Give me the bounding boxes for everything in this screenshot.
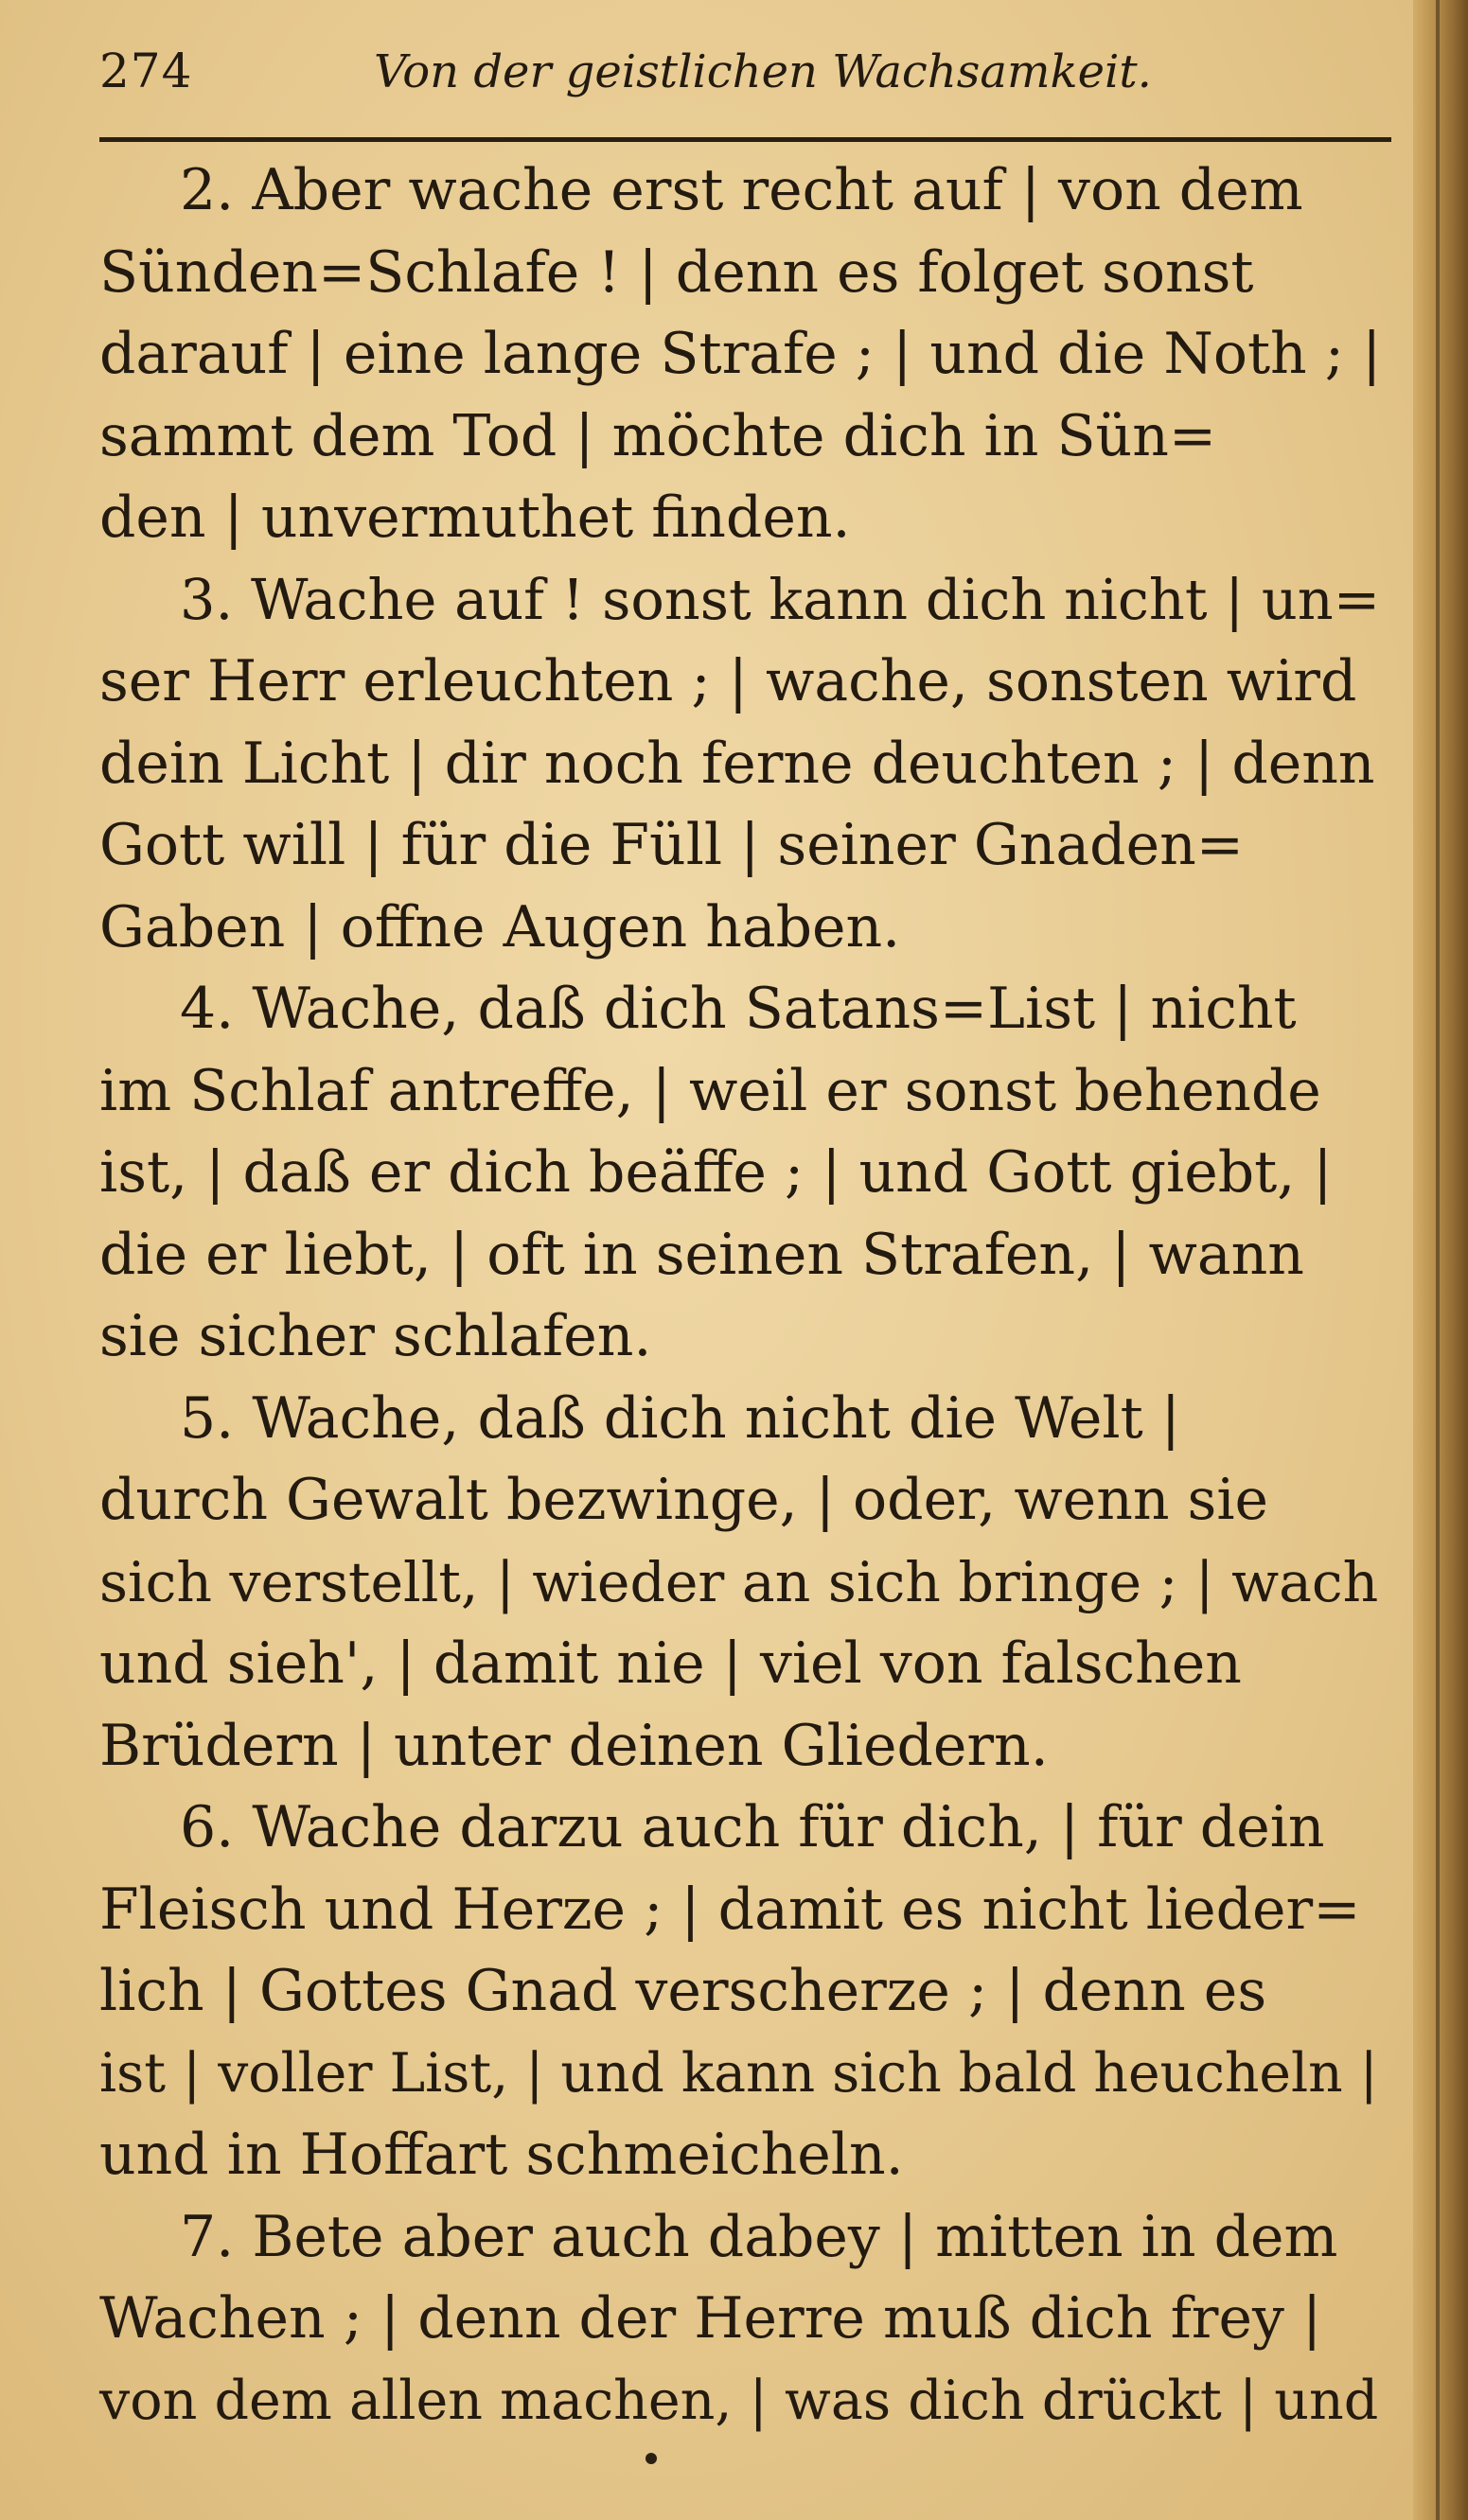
verse-line-text: die er liebt, | oft in seinen Strafen, | wann: [99, 1221, 1304, 1288]
verse-line-text: Fleisch und Herze ; | damit es nicht lieder=: [99, 1876, 1361, 1943]
signature-dot: [646, 2453, 657, 2464]
verse-line-text: dein Licht | dir noch ferne deuchten ; | denn: [99, 730, 1375, 797]
verse-line: [99, 887, 1391, 969]
verse-first-line: [99, 150, 1391, 232]
verse-line: [99, 477, 1391, 559]
verse-line-text: und in Hoffart schmeicheln.: [99, 2122, 904, 2188]
verse-line-text: ist | voller List, | und kann sich bald heucheln |: [99, 2041, 1378, 2105]
verse-line: [99, 1869, 1391, 1951]
verse-number: 4.: [180, 976, 253, 1042]
verse-line-text: Wache darzu auch für dich, | für dein: [252, 1794, 1325, 1860]
verse-line-text: durch Gewalt bezwinge, | oder, wenn sie: [99, 1467, 1269, 1533]
verse-line-text: Bete aber auch dabey | mitten in dem: [252, 2203, 1338, 2270]
verse-line: [99, 723, 1391, 805]
verse-first-line: [99, 1787, 1391, 1869]
verse-line-text: im Schlaf antreffe, | weil er sonst behende: [99, 1057, 1321, 1124]
verse-line: [99, 641, 1391, 723]
verse-line-text: Brüdern | unter deinen Gliedern.: [99, 1712, 1049, 1779]
verse-line: [99, 2360, 1391, 2442]
header-rule: [99, 137, 1391, 142]
verse-line: [99, 1623, 1391, 1705]
page-number: 274: [99, 44, 193, 98]
verse-line-text: darauf | eine lange Strafe ; | und die Noth ; |: [99, 321, 1382, 387]
verse-line-text: und sieh', | damit nie | viel von falschen: [99, 1630, 1242, 1697]
verse-line: [99, 2033, 1391, 2115]
verse-line: [99, 1132, 1391, 1214]
verse-line-text: den | unvermuthet finden.: [99, 485, 851, 551]
verse-line: [99, 1214, 1391, 1296]
verse-line-text: Wache auf ! sonst kann dich nicht | un=: [250, 566, 1381, 632]
verse-number: 6.: [180, 1794, 253, 1860]
verse-line: [99, 313, 1391, 396]
verse-line-text: von dem allen machen, | was dich drückt | und: [99, 2369, 1379, 2432]
verse-line-text: Aber wache erst recht auf | von dem: [252, 157, 1303, 223]
verse-line: [99, 2114, 1391, 2196]
verse-first-line: [99, 1378, 1391, 1460]
verse-line-text: sammt dem Tod | möchte dich in Sün=: [99, 402, 1217, 469]
verse-line: [99, 232, 1391, 314]
verse-first-line: [99, 2196, 1391, 2279]
verse-line-text: Wache, daß dich Satans=List | nicht: [252, 976, 1297, 1042]
verse-line-text: ist, | daß er dich beäffe ; | und Gott giebt, |: [99, 1139, 1333, 1206]
verse-line-text: ser Herr erleuchten ; | wache, sonsten wird: [99, 648, 1357, 714]
verse-line-text: lich | Gottes Gnad verscherze ; | denn es: [99, 1958, 1267, 2024]
verse-line: [99, 804, 1391, 887]
verse-line: [99, 1050, 1391, 1133]
verse-number: 5.: [180, 1384, 253, 1452]
verse-line: [99, 1950, 1391, 2033]
verse-line-text: Wachen ; | denn der Herre muß dich frey |: [99, 2285, 1322, 2352]
hymn-text: [99, 150, 1391, 2441]
verse-line-text: Wache, daß dich nicht die Welt |: [252, 1384, 1181, 1452]
page-edge-line: [1436, 0, 1440, 2520]
verse-line-text: sich verstellt, | wieder an sich bringe ; | wach: [99, 1549, 1379, 1614]
verse-line: [99, 396, 1391, 478]
page-header: [99, 44, 1396, 119]
verse-line: [99, 1295, 1391, 1378]
page-edge: [1413, 0, 1468, 2520]
verse-line-text: Gaben | offne Augen haben.: [99, 893, 901, 960]
verse-line: [99, 1459, 1391, 1542]
verse-line: [99, 2278, 1391, 2360]
verse-first-line: [99, 968, 1391, 1050]
verse-line-text: Gott will | für die Füll | seiner Gnaden=: [99, 812, 1244, 878]
verse-line: [99, 1705, 1391, 1788]
running-title: Von der geistlichen Wachsamkeit.: [374, 45, 1152, 98]
verse-line: [99, 1542, 1391, 1624]
verse-first-line: [99, 559, 1391, 642]
verse-number: 7.: [180, 2203, 253, 2270]
verse-number: 3.: [180, 566, 251, 632]
verse-line-text: Sünden=Schlafe ! | denn es folget sonst: [99, 238, 1254, 306]
verse-number: 2.: [180, 157, 253, 223]
verse-line-text: sie sicher schlafen.: [99, 1303, 652, 1369]
